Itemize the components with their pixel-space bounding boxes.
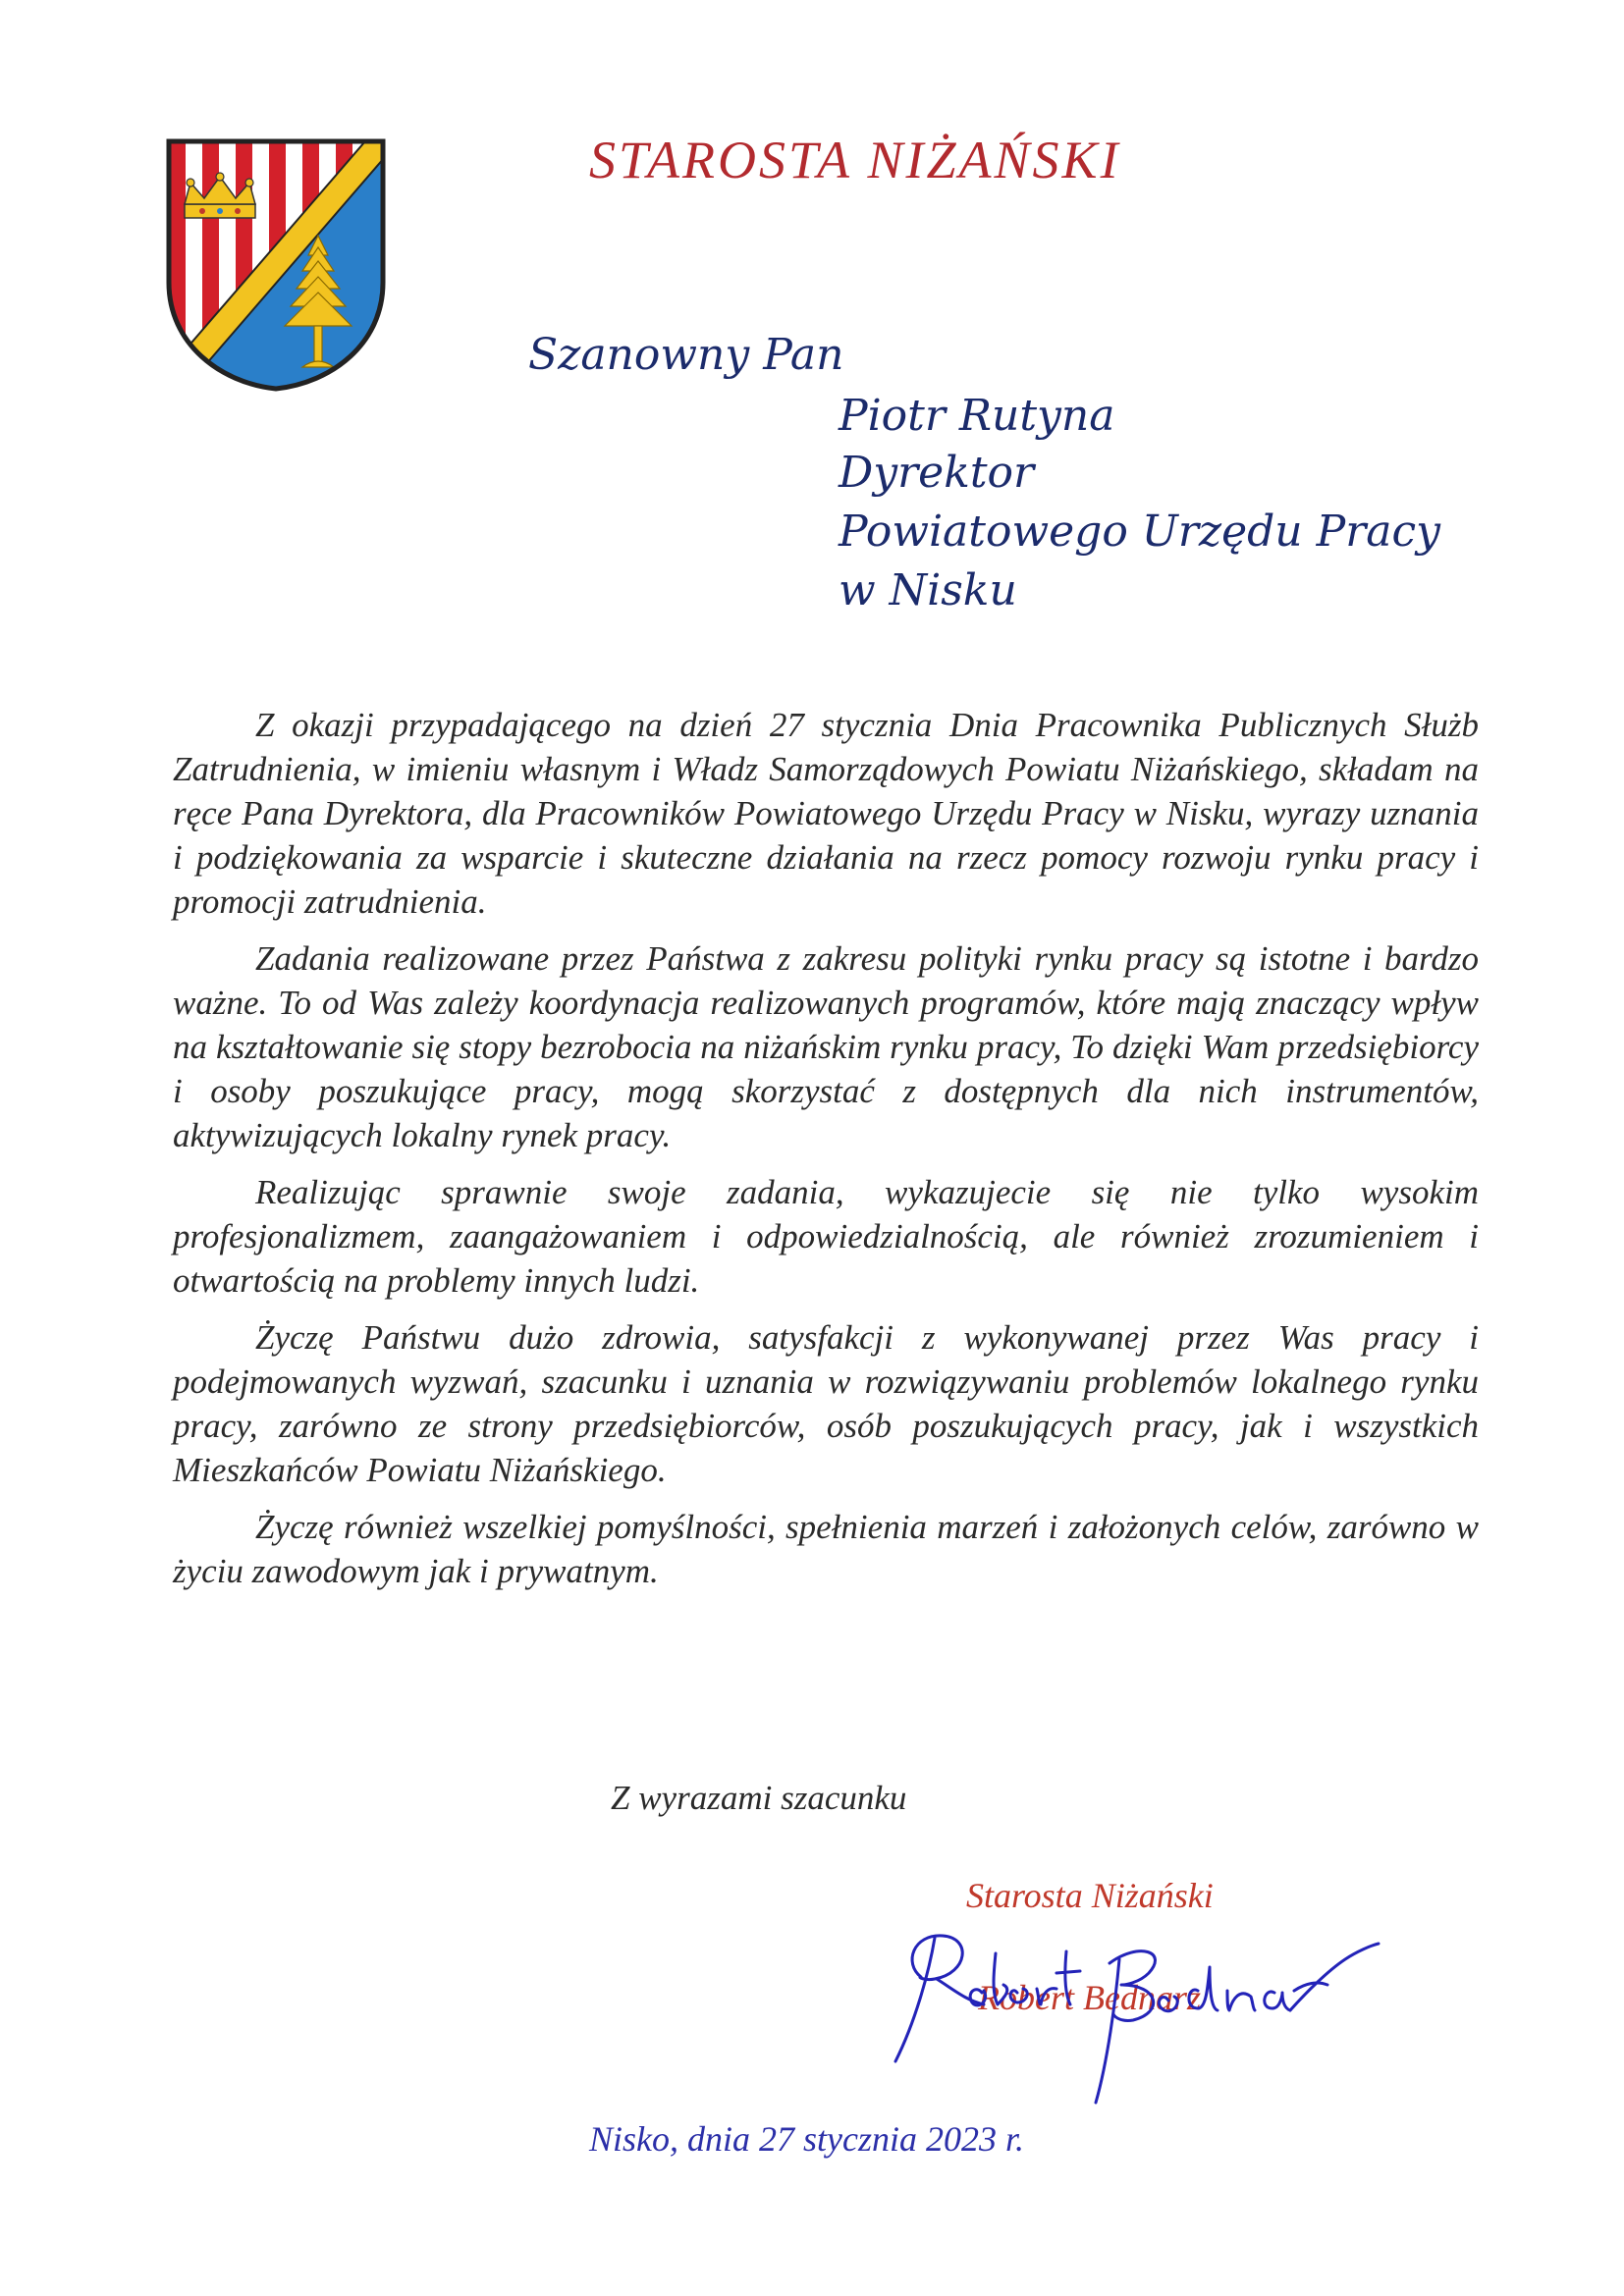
letter-body xyxy=(173,703,1479,1606)
signature-title: Starosta Niżański xyxy=(966,1876,1214,1915)
paragraph: Życzę Państwu dużo zdrowia, satysfakcji z wykonywanej przez Was pracy i podejmowanych wyzwań, szacunku i uznania w rozwiązywaniu problemów lokalnego rynku pracy, zarówno ze strony przedsiębiorców, osób poszukujących pracy, jak i wszystkich Mieszkańców Powiatu Niżańskiego. xyxy=(173,1318,1479,1489)
issuer-title: STAROSTA NIŻAŃSKI xyxy=(589,131,1121,189)
recipient-institution: Powiatowego Urzędu Pracy xyxy=(839,507,1440,557)
handwritten-signature xyxy=(874,1895,1384,2120)
place-and-date: Nisko, dnia 27 stycznia 2023 r. xyxy=(589,2119,1025,2159)
paragraph: Z okazji przypadającego na dzień 27 stycznia Dnia Pracownika Publicznych Służb Zatrudnienia, w imieniu własnym i Władz Samorządowych Powiatu Niżańskiego, składam na ręce Pana Dyrektora, dla Pracowników Powiatowego Urzędu Pracy w Nisku, wyrazy uznania i podziękowania za wsparcie i skuteczne działania na rzecz pomocy rozwoju rynku pracy i promocji zatrudnienia. xyxy=(173,706,1479,921)
coat-of-arms-icon xyxy=(163,135,389,393)
paragraph: Realizując sprawnie swoje zadania, wykazujecie się nie tylko wysokim profesjonalizmem, zaangażowaniem i odpowiedzialnością, ale również zrozumieniem i otwartością na problemy innych ludzi. xyxy=(173,1173,1479,1300)
paragraph: Zadania realizowane przez Państwa z zakresu polityki rynku pracy są istotne i bardzo ważne. To od Was zależy koordynacja realizowanych programów, które mają znaczący wpływ na kształtowanie się stopy bezrobocia na niżańskim rynku pracy, To dzięki Wam przedsiębiorcy i osoby poszukujące pracy, mogą skorzystać z dostępnych dla nich instrumentów, aktywizujących lokalny rynek pracy. xyxy=(173,939,1479,1154)
paragraph: Życzę również wszelkiej pomyślności, spełnienia marzeń i założonych celów, zarówno w życiu zawodowym jak i prywatnym. xyxy=(173,1508,1479,1590)
closing-phrase: Z wyrazami szacunku xyxy=(611,1779,907,1817)
recipient-location: w Nisku xyxy=(839,565,1017,615)
signature-name: Robert Bednarz xyxy=(978,1978,1201,2017)
recipient-position: Dyrektor xyxy=(839,448,1035,498)
salutation: Szanowny Pan xyxy=(528,330,844,380)
recipient-name: Piotr Rutyna xyxy=(839,391,1115,441)
